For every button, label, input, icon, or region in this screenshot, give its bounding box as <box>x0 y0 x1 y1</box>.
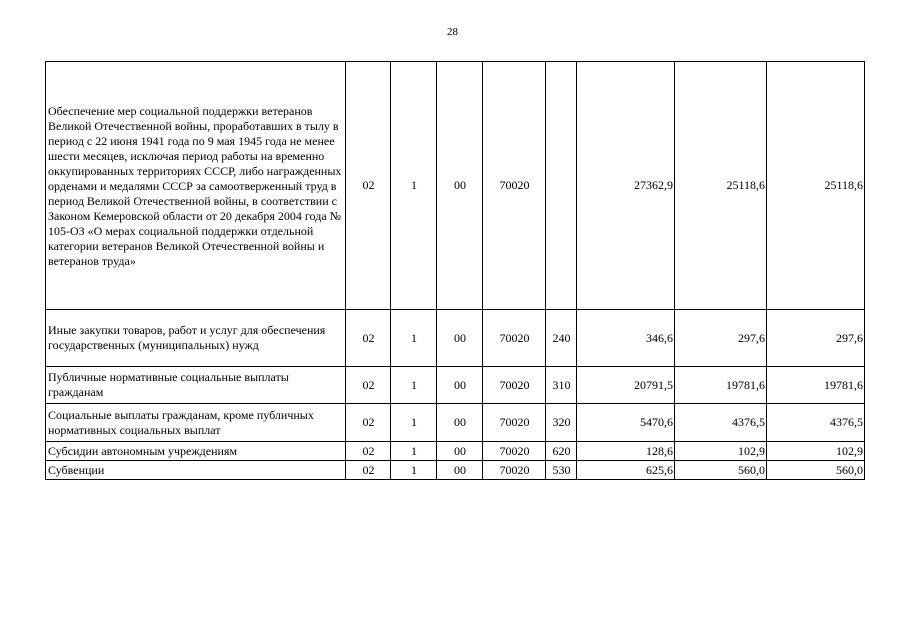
program-code-cell: 1 <box>391 310 437 367</box>
program-code-cell: 1 <box>391 62 437 310</box>
direction-code-cell: 70020 <box>483 367 546 404</box>
amount-2-cell: 19781,6 <box>675 367 767 404</box>
section-code-cell: 02 <box>346 367 391 404</box>
row-name-cell: Социальные выплаты гражданам, кроме публичных нормативных социальных выплат <box>46 404 346 442</box>
program-code-cell: 1 <box>391 404 437 442</box>
amount-1-cell: 346,6 <box>577 310 675 367</box>
table-row <box>46 367 865 404</box>
table-row <box>46 442 865 461</box>
direction-code-cell: 70020 <box>483 310 546 367</box>
subprogram-code-cell: 00 <box>437 367 483 404</box>
subprogram-code-cell: 00 <box>437 404 483 442</box>
expense-type-cell: 310 <box>546 367 577 404</box>
subprogram-code-cell: 00 <box>437 442 483 461</box>
table-row <box>46 461 865 480</box>
direction-code-cell: 70020 <box>483 461 546 480</box>
program-code-cell: 1 <box>391 461 437 480</box>
direction-code-cell: 70020 <box>483 442 546 461</box>
amount-2-cell: 4376,5 <box>675 404 767 442</box>
table-row <box>46 62 865 310</box>
direction-code-cell: 70020 <box>483 62 546 310</box>
amount-2-cell: 297,6 <box>675 310 767 367</box>
amount-2-cell: 560,0 <box>675 461 767 480</box>
amount-3-cell: 4376,5 <box>767 404 865 442</box>
section-code-cell: 02 <box>346 461 391 480</box>
page-number: 28 <box>447 26 458 38</box>
amount-3-cell: 19781,6 <box>767 367 865 404</box>
budget-table <box>45 61 865 480</box>
expense-type-cell <box>546 62 577 310</box>
program-code-cell: 1 <box>391 367 437 404</box>
row-name-cell: Обеспечение мер социальной поддержки ветеранов Великой Отечественной войны, проработавших в тылу в период с 22 июня 1941 года по 9 мая 1945 года не менее шести месяцев, исключая период работы на временно оккупированных территориях СССР, либо награжденных орденами и медалями СССР за самоотверженный труд в период Великой Отечественной войны, в соответствии с Законом Кемеровской области от 20 декабря 2004 года № 105-ОЗ «О мерах социальной поддержки отдельной категории ветеранов Великой Отечественной войны и ветеранов труда» <box>46 62 346 310</box>
section-code-cell: 02 <box>346 310 391 367</box>
amount-2-cell: 25118,6 <box>675 62 767 310</box>
subprogram-code-cell: 00 <box>437 62 483 310</box>
program-code-cell: 1 <box>391 442 437 461</box>
section-code-cell: 02 <box>346 442 391 461</box>
row-name-cell: Субсидии автономным учреждениям <box>46 442 346 461</box>
row-name-cell: Публичные нормативные социальные выплаты гражданам <box>46 367 346 404</box>
amount-3-cell: 560,0 <box>767 461 865 480</box>
expense-type-cell: 240 <box>546 310 577 367</box>
amount-3-cell: 25118,6 <box>767 62 865 310</box>
subprogram-code-cell: 00 <box>437 461 483 480</box>
row-name-cell: Субвенции <box>46 461 346 480</box>
row-name-cell: Иные закупки товаров, работ и услуг для обеспечения государственных (муниципальных) нужд <box>46 310 346 367</box>
expense-type-cell: 620 <box>546 442 577 461</box>
amount-1-cell: 128,6 <box>577 442 675 461</box>
amount-2-cell: 102,9 <box>675 442 767 461</box>
amount-3-cell: 297,6 <box>767 310 865 367</box>
amount-1-cell: 20791,5 <box>577 367 675 404</box>
amount-3-cell: 102,9 <box>767 442 865 461</box>
amount-1-cell: 5470,6 <box>577 404 675 442</box>
amount-1-cell: 27362,9 <box>577 62 675 310</box>
table-row <box>46 404 865 442</box>
expense-type-cell: 320 <box>546 404 577 442</box>
subprogram-code-cell: 00 <box>437 310 483 367</box>
direction-code-cell: 70020 <box>483 404 546 442</box>
expense-type-cell: 530 <box>546 461 577 480</box>
section-code-cell: 02 <box>346 404 391 442</box>
table-row <box>46 310 865 367</box>
amount-1-cell: 625,6 <box>577 461 675 480</box>
section-code-cell: 02 <box>346 62 391 310</box>
